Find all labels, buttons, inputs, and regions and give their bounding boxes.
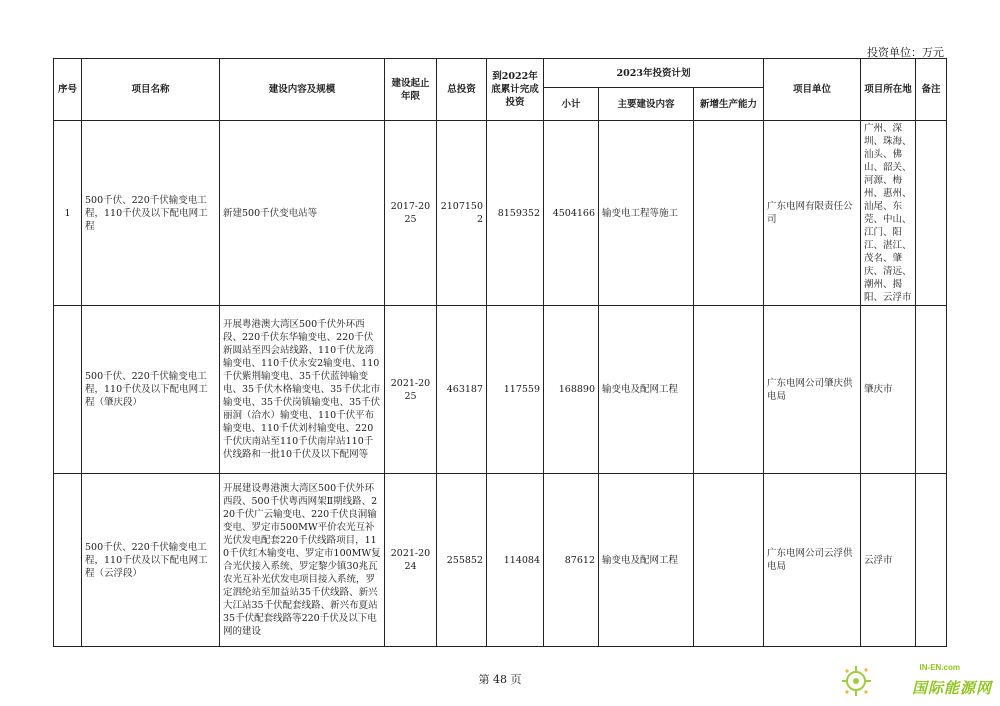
cell-subtotal: 87612 (544, 474, 599, 647)
cell-subtotal: 168890 (544, 306, 599, 474)
cell-location: 云浮市 (861, 474, 916, 647)
cell-location: 广州、深圳、珠海、汕头、佛山、韶关、河源、梅州、惠州、汕尾、东莞、中山、江门、阳江、湛江、茂名、肇庆、清远、潮州、揭阳、云浮市 (861, 121, 916, 306)
cell-total-investment: 463187 (437, 306, 487, 474)
cell-seq (54, 306, 82, 474)
header-seq: 序号 (54, 59, 82, 121)
cell-cumulative-investment: 114084 (487, 474, 544, 647)
cell-seq: 1 (54, 121, 82, 306)
cell-remarks (916, 306, 947, 474)
cell-main-content: 输变电工程等施工 (599, 121, 694, 306)
cell-project-unit: 广东电网有限责任公司 (764, 121, 861, 306)
cell-new-capacity (694, 121, 764, 306)
cell-remarks (916, 474, 947, 647)
table-row (54, 474, 947, 647)
header-project-unit: 项目单位 (764, 59, 861, 121)
cell-project-unit: 广东电网公司肇庆供电局 (764, 306, 861, 474)
watermark-main-text: 国际能源网 (911, 680, 992, 697)
cell-main-content: 输变电及配网工程 (599, 306, 694, 474)
header-period: 建设起止年限 (385, 59, 437, 121)
header-cumulative-investment: 到2022年底累计完成投资 (487, 59, 544, 121)
header-construction-content: 建设内容及规模 (220, 59, 385, 121)
cell-main-content: 输变电及配网工程 (599, 474, 694, 647)
header-remarks: 备注 (916, 59, 947, 121)
header-total-investment: 总投资 (437, 59, 487, 121)
cell-project-unit: 广东电网公司云浮供电局 (764, 474, 861, 647)
header-new-capacity: 新增生产能力 (694, 88, 764, 121)
header-subtotal: 小计 (544, 88, 599, 121)
watermark-sub-text: IN-EN.com (919, 663, 960, 672)
header-project-name: 项目名称 (82, 59, 220, 121)
cell-cumulative-investment: 117559 (487, 306, 544, 474)
table-row (54, 306, 947, 474)
header-main-content: 主要建设内容 (599, 88, 694, 121)
cell-construction-content: 新建500千伏变电站等 (220, 121, 385, 306)
page-number: 第 48 页 (478, 673, 522, 686)
cell-remarks (916, 121, 947, 306)
cell-total-investment: 21071502 (437, 121, 487, 306)
cell-total-investment: 255852 (437, 474, 487, 647)
table-row (54, 121, 947, 306)
cell-project-name: 500千伏、220千伏输变电工程，110千伏及以下配电网工程 (82, 121, 220, 306)
investment-plan-table (53, 58, 947, 647)
cell-new-capacity (694, 306, 764, 474)
cell-subtotal: 4504166 (544, 121, 599, 306)
cell-period: 2017-2025 (385, 121, 437, 306)
cell-cumulative-investment: 8159352 (487, 121, 544, 306)
cell-construction-content: 开展粤港澳大湾区500千伏外环西段、220千伏东华输变电、220千伏新圆站至四会站线路、110千伏龙湾输变电、110千伏永安2输变电、110千伏紫荆输变电、35千伏蓝钟输变电、35千伏木格输变电、35千伏北市输变电、35千伏岗镇输变电、35千伏丽洞（洽水）输变电、110千伏平布输变电、110千伏刘村输变电、220千伏庆南站至110千伏南岸站110千伏线路和一批10千伏及以下配网等 (220, 306, 385, 474)
cell-location: 肇庆市 (861, 306, 916, 474)
header-location: 项目所在地 (861, 59, 916, 121)
cell-project-name: 500千伏、220千伏输变电工程，110千伏及以下配电网工程（肇庆段） (82, 306, 220, 474)
cell-period: 2021-2025 (385, 306, 437, 474)
cell-new-capacity (694, 474, 764, 647)
cell-project-name: 500千伏、220千伏输变电工程，110千伏及以下配电网工程（云浮段） (82, 474, 220, 647)
cell-construction-content: 开展建设粤港澳大湾区500千伏外环西段、500千伏粤西网架Ⅱ期线路、220千伏广云输变电、220千伏良洞输变电、罗定市500MW平价农光互补光伏发电配套220千伏线路项目，110千伏红木输变电、罗定市100MW复合光伏接入系统、罗定黎少镇30兆瓦农光互补光伏发电项目接入系统，罗定泗纶站至加益站35千伏线路、新兴大江站35千伏配套线路、新兴布夏站35千伏配套线路等220千伏及以下电网的建设 (220, 474, 385, 647)
cell-period: 2021-2024 (385, 474, 437, 647)
investment-unit-note: 投资单位：万元 (867, 46, 944, 59)
header-plan-2023: 2023年投资计划 (544, 59, 764, 88)
cell-seq (54, 474, 82, 647)
